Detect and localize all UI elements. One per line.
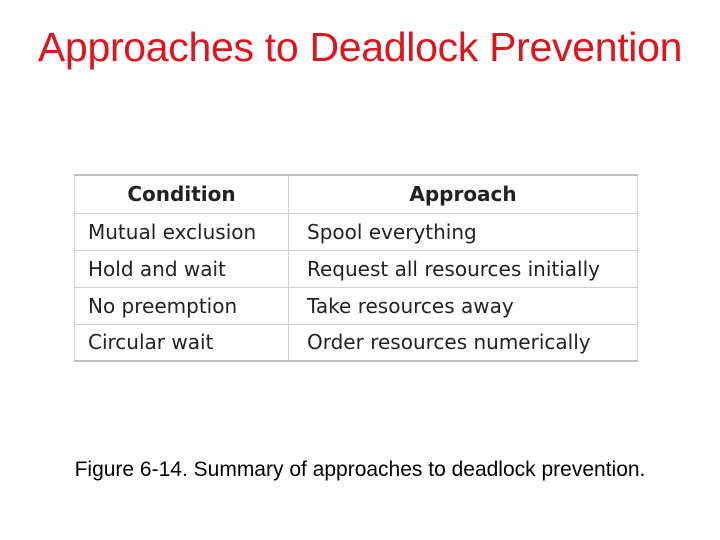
condition-cell: Mutual exclusion [75, 213, 289, 250]
condition-cell: No preemption [75, 287, 289, 324]
slide-title: Approaches to Deadlock Prevention [37, 24, 683, 70]
column-header-approach: Approach [289, 175, 638, 213]
table-header-row [75, 175, 638, 213]
figure-caption: Figure 6-14. Summary of approaches to deadlock prevention. [74, 458, 646, 481]
approach-cell: Request all resources initially [289, 250, 638, 287]
table-row [75, 213, 638, 250]
table-row [75, 324, 638, 361]
column-header-condition: Condition [75, 175, 289, 213]
table-row [75, 287, 638, 324]
condition-cell: Hold and wait [75, 250, 289, 287]
table-row [75, 250, 638, 287]
approach-cell: Take resources away [289, 287, 638, 324]
deadlock-prevention-table [74, 174, 638, 362]
approach-cell: Order resources numerically [289, 324, 638, 361]
approach-cell: Spool everything [289, 213, 638, 250]
condition-cell: Circular wait [75, 324, 289, 361]
